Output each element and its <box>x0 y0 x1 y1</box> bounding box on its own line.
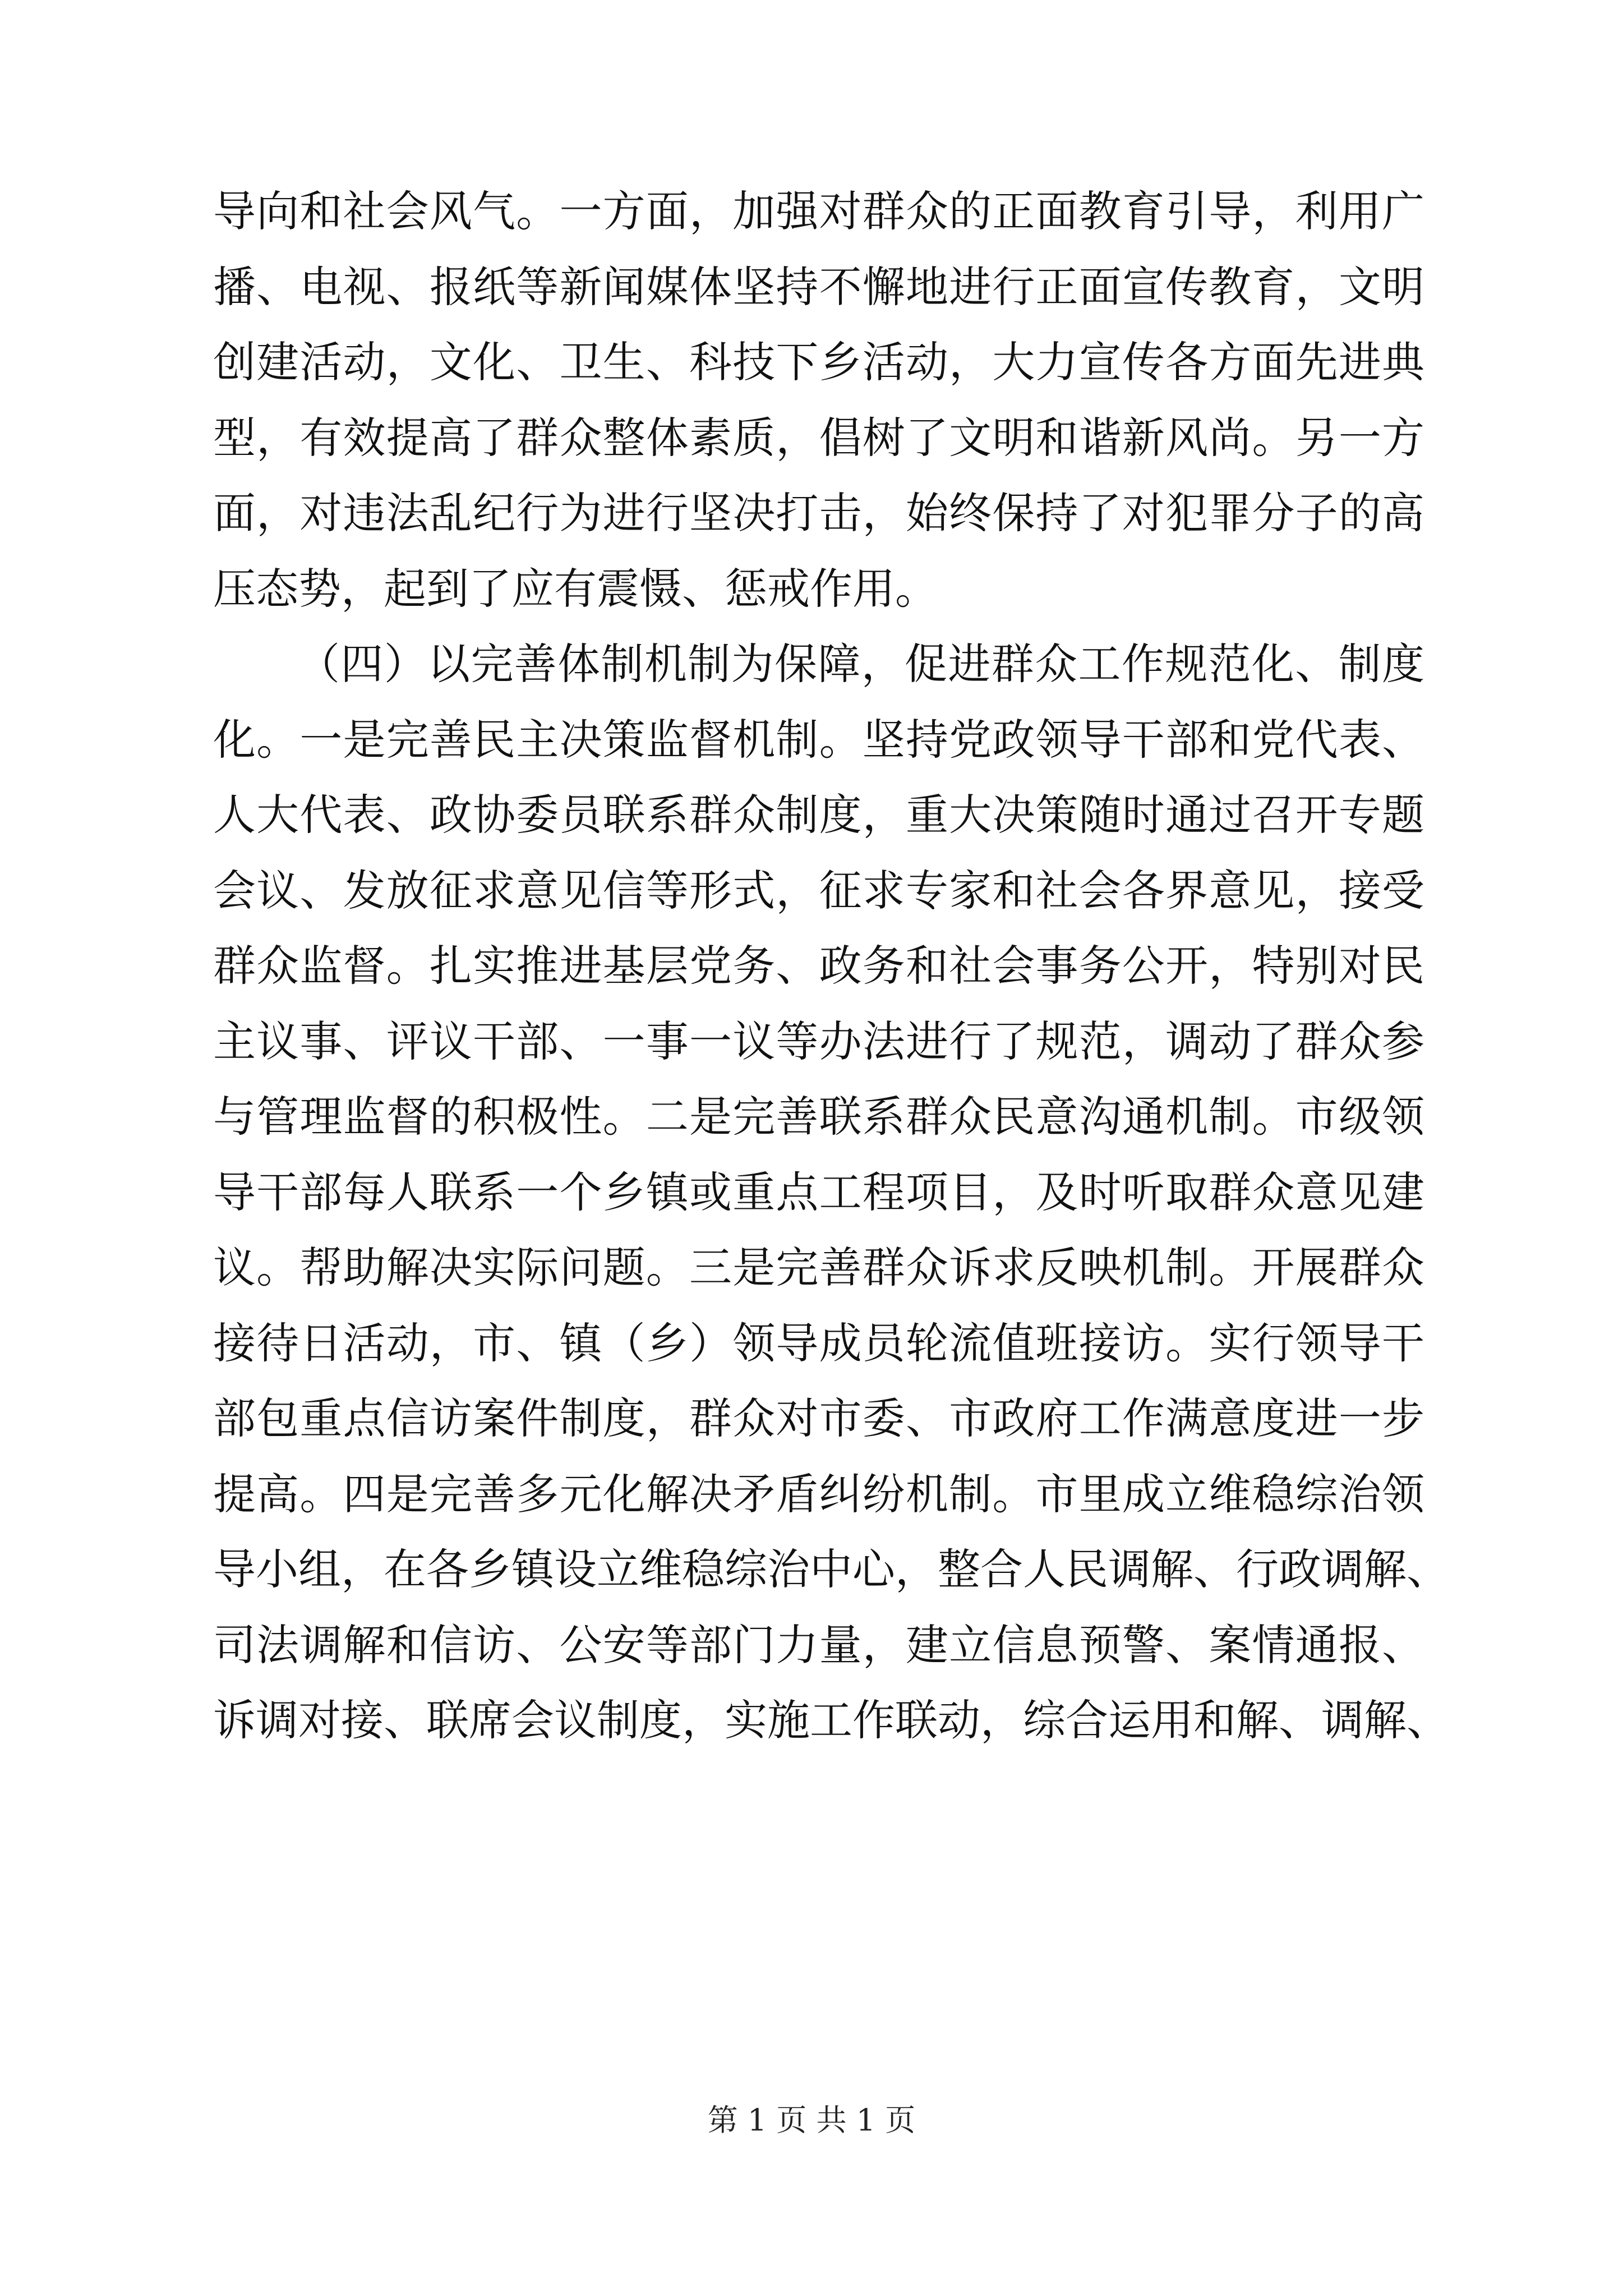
text-line: 导干部每人联系一个乡镇或重点工程项目，及时听取群众意见建 <box>213 1167 1424 1217</box>
text-line: 会议、发放征求意见信等形式，征求专家和社会各界意见，接受 <box>213 865 1424 915</box>
text-line: 部包重点信访案件制度，群众对市委、市政府工作满意度进一步 <box>213 1393 1424 1443</box>
text-line: 人大代表、政协委员联系群众制度，重大决策随时通过召开专题 <box>213 790 1424 840</box>
text-line: 群众监督。扎实推进基层党务、政务和社会事务公开，特别对民 <box>213 941 1424 991</box>
text-line: 接待日活动，市、镇（乡）领导成员轮流值班接访。实行领导干 <box>213 1318 1424 1368</box>
text-line: 议。帮助解决实际问题。三是完善群众诉求反映机制。开展群众 <box>213 1243 1424 1292</box>
text-line: 化。一是完善民主决策监督机制。坚持党政领导干部和党代表、 <box>213 714 1424 765</box>
text-line: （四）以完善体制机制为保障，促进群众工作规范化、制度 <box>297 639 1424 689</box>
text-line: 压态势，起到了应有震慑、惩戒作用。 <box>213 563 938 614</box>
text-line: 播、电视、报纸等新闻媒体坚持不懈地进行正面宣传教育，文明 <box>213 261 1424 312</box>
text-line: 与管理监督的积极性。二是完善联系群众民意沟通机制。市级领 <box>213 1092 1424 1142</box>
page-footer: 第 1 页 共 1 页 <box>707 2102 916 2138</box>
text-line: 型，有效提高了群众整体素质，倡树了文明和谐新风尚。另一方 <box>213 412 1424 463</box>
body-text <box>213 174 1449 1759</box>
text-line: 创建活动，文化、卫生、科技下乡活动，大力宣传各方面先进典 <box>213 337 1424 387</box>
text-line: 面，对违法乱纪行为进行坚决打击，始终保持了对犯罪分子的高 <box>213 488 1424 538</box>
text-line: 诉调对接、联席会议制度，实施工作联动，综合运用和解、调解、 <box>213 1695 1449 1745</box>
text-line: 导向和社会风气。一方面，加强对群众的正面教育引导，利用广 <box>213 186 1424 236</box>
text-line: 主议事、评议干部、一事一议等办法进行了规范，调动了群众参 <box>213 1016 1424 1066</box>
text-line: 司法调解和信访、公安等部门力量，建立信息预警、案情通报、 <box>213 1619 1424 1670</box>
text-line: 导小组，在各乡镇设立维稳综治中心，整合人民调解、行政调解、 <box>213 1544 1449 1594</box>
text-line: 提高。四是完善多元化解决矛盾纠纷机制。市里成立维稳综治领 <box>213 1469 1424 1519</box>
